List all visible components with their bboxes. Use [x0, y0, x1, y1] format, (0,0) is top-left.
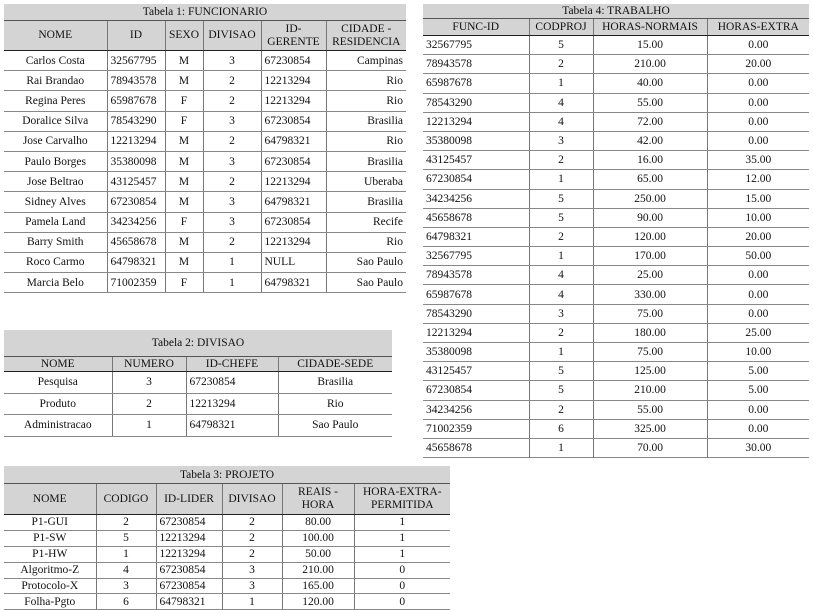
divisao-table [4, 330, 392, 437]
table-cell: 12213294 [156, 546, 222, 562]
table-cell: 3 [203, 212, 261, 232]
table-cell: 43125457 [423, 362, 529, 381]
table-cell: 2 [203, 71, 261, 91]
table-row [423, 438, 809, 457]
table-cell: 32567795 [423, 247, 529, 266]
table-cell: 72.00 [593, 112, 707, 131]
table-cell: 0.00 [707, 93, 809, 112]
table-cell: 15.00 [707, 189, 809, 208]
table-cell: 35380098 [423, 131, 529, 150]
table-cell: 67230854 [423, 170, 529, 189]
table-row [423, 343, 809, 362]
table-cell: 0.00 [707, 36, 809, 55]
trabalho-table [423, 4, 809, 458]
table-cell: 2 [529, 55, 593, 74]
table-cell: 42.00 [593, 131, 707, 150]
column-header: HORAS-NORMAIS [593, 19, 707, 36]
table-row [4, 515, 450, 531]
table-row [4, 131, 406, 151]
table-cell: 1 [203, 273, 261, 293]
column-header: REAIS - HORA [282, 484, 354, 515]
table-cell: 0 [354, 562, 450, 578]
table-cell: 3 [222, 562, 282, 578]
table-cell: 2 [96, 515, 156, 531]
table-cell: 4 [96, 562, 156, 578]
table-cell: 0.00 [707, 74, 809, 93]
table-cell: 43125457 [423, 151, 529, 170]
table-row [423, 266, 809, 285]
table-cell: 25.00 [593, 266, 707, 285]
table-cell: NULL [261, 252, 326, 272]
table-cell: Rio [278, 393, 392, 415]
table-cell: 1 [354, 530, 450, 546]
table-row [4, 530, 450, 546]
table-row [4, 51, 406, 71]
table-cell: 12213294 [423, 112, 529, 131]
table-cell: Jose Beltrao [4, 172, 107, 192]
table-cell: Rio [326, 71, 406, 91]
table-cell: 12213294 [261, 172, 326, 192]
table-row [423, 381, 809, 400]
table-cell: Rio [326, 131, 406, 151]
table-cell: F [165, 212, 203, 232]
table-cell: Barry Smith [4, 232, 107, 252]
table-cell: 45658678 [423, 208, 529, 227]
table-cell: 34234256 [423, 189, 529, 208]
table-cell: Sao Paulo [326, 252, 406, 272]
table-cell: 12213294 [423, 323, 529, 342]
table-cell: M [165, 51, 203, 71]
table-cell: 20.00 [707, 227, 809, 246]
table-cell: 1 [354, 515, 450, 531]
table-cell: Protocolo-X [4, 578, 96, 594]
table-cell: 20.00 [707, 55, 809, 74]
table-cell: M [165, 151, 203, 171]
table-row [423, 151, 809, 170]
table-row [4, 252, 406, 272]
table-cell: M [165, 131, 203, 151]
table-row [4, 415, 392, 437]
projeto-table [4, 466, 450, 610]
table-cell: 0 [354, 594, 450, 610]
table-cell: Brasilia [326, 111, 406, 131]
table-cell: 2 [203, 91, 261, 111]
table-cell: Sao Paulo [278, 415, 392, 437]
table-cell: Rio [326, 232, 406, 252]
table-cell: 4 [529, 266, 593, 285]
table-cell: 32567795 [423, 36, 529, 55]
table-cell: 12213294 [107, 131, 165, 151]
table-cell: Brasilia [278, 372, 392, 394]
table-cell: 3 [203, 192, 261, 212]
table-cell: 125.00 [593, 362, 707, 381]
table-row [423, 247, 809, 266]
table-cell: 64798321 [261, 273, 326, 293]
table-cell: 2 [222, 546, 282, 562]
funcionario-caption: Tabela 1: FUNCIONARIO [4, 4, 406, 21]
table-cell: 120.00 [282, 594, 354, 610]
column-header: ID-GERENTE [261, 21, 326, 51]
table-cell: 5 [529, 381, 593, 400]
funcionario-table [4, 4, 406, 293]
table-cell: 43125457 [107, 172, 165, 192]
table-cell: 6 [96, 594, 156, 610]
table-cell: 64798321 [261, 131, 326, 151]
table-cell: 250.00 [593, 189, 707, 208]
table-cell: 0.00 [707, 419, 809, 438]
table-cell: 10.00 [707, 343, 809, 362]
table-cell: 67230854 [186, 372, 278, 394]
table-cell: 64798321 [423, 227, 529, 246]
table-cell: 12213294 [261, 232, 326, 252]
table-cell: 78543290 [423, 93, 529, 112]
table-cell: 0.00 [707, 112, 809, 131]
table-cell: 2 [203, 232, 261, 252]
table-cell: 67230854 [261, 212, 326, 232]
table-cell: P1-HW [4, 546, 96, 562]
trabalho-caption: Tabela 4: TRABALHO [423, 4, 809, 19]
table-cell: 330.00 [593, 285, 707, 304]
table-cell: Paulo Borges [4, 151, 107, 171]
table-cell: 67230854 [261, 151, 326, 171]
table-cell: 67230854 [423, 381, 529, 400]
table-cell: F [165, 111, 203, 131]
table-cell: Regina Peres [4, 91, 107, 111]
table-row [423, 74, 809, 93]
table-cell: 71002359 [107, 273, 165, 293]
table-cell: 12213294 [156, 530, 222, 546]
table-cell: 3 [203, 151, 261, 171]
table-cell: 3 [529, 131, 593, 150]
table-cell: 90.00 [593, 208, 707, 227]
table-row [4, 111, 406, 131]
table-cell: 80.00 [282, 515, 354, 531]
column-header: CODPROJ [529, 19, 593, 36]
table-cell: 1 [354, 546, 450, 562]
table-row [423, 131, 809, 150]
column-header: CIDADE-SEDE [278, 357, 392, 372]
table-cell: 3 [529, 304, 593, 323]
table-cell: Roco Carmo [4, 252, 107, 272]
table-cell: 70.00 [593, 438, 707, 457]
column-header: ID-CHEFE [186, 357, 278, 372]
table-row [4, 91, 406, 111]
table-row [423, 419, 809, 438]
table-cell: Rio [326, 91, 406, 111]
table-cell: 2 [203, 172, 261, 192]
table-cell: 2 [112, 393, 186, 415]
table-cell: Uberaba [326, 172, 406, 192]
table-cell: 75.00 [593, 304, 707, 323]
table-header-row [4, 21, 406, 51]
table-cell: Marcia Belo [4, 273, 107, 293]
table-row [4, 393, 392, 415]
table-cell: 0 [354, 578, 450, 594]
table-cell: 5 [529, 208, 593, 227]
table-cell: 1 [222, 594, 282, 610]
table-cell: Sidney Alves [4, 192, 107, 212]
table-cell: 10.00 [707, 208, 809, 227]
table-row [423, 323, 809, 342]
table-cell: 5 [529, 362, 593, 381]
divisao-caption: Tabela 2: DIVISAO [4, 330, 392, 357]
table-cell: 75.00 [593, 343, 707, 362]
table-cell: 67230854 [156, 578, 222, 594]
table-cell: P1-GUI [4, 515, 96, 531]
table-cell: 3 [96, 578, 156, 594]
table-cell: P1-SW [4, 530, 96, 546]
table-cell: Administracao [4, 415, 112, 437]
column-header: CIDADE - RESIDENCIA [326, 21, 406, 51]
table-cell: 55.00 [593, 93, 707, 112]
table-cell: 5.00 [707, 362, 809, 381]
table-row [4, 562, 450, 578]
table-row [423, 227, 809, 246]
table-cell: 45658678 [423, 438, 529, 457]
column-header: NOME [4, 21, 107, 51]
table-row [423, 189, 809, 208]
column-header: CODIGO [96, 484, 156, 515]
table-cell: 3 [222, 578, 282, 594]
table-cell: 64798321 [186, 415, 278, 437]
table-row [4, 192, 406, 212]
table-cell: 2 [203, 131, 261, 151]
table-cell: 180.00 [593, 323, 707, 342]
table-cell: Produto [4, 393, 112, 415]
column-header: HORA-EXTRA-PERMITIDA [354, 484, 450, 515]
table-cell: 65.00 [593, 170, 707, 189]
table-cell: 1 [529, 247, 593, 266]
table-cell: 78943578 [107, 71, 165, 91]
column-header: NOME [4, 484, 96, 515]
column-header: DIVISAO [203, 21, 261, 51]
table-cell: 210.00 [593, 381, 707, 400]
table-row [4, 578, 450, 594]
table-cell: 55.00 [593, 400, 707, 419]
table-cell: 1 [529, 170, 593, 189]
table-cell: 5 [529, 189, 593, 208]
table-row [4, 372, 392, 394]
table-row [423, 112, 809, 131]
table-cell: 2 [529, 400, 593, 419]
table-cell: Campinas [326, 51, 406, 71]
table-cell: 1 [203, 252, 261, 272]
table-cell: 67230854 [261, 51, 326, 71]
table-cell: 210.00 [282, 562, 354, 578]
table-cell: 15.00 [593, 36, 707, 55]
table-cell: 34234256 [107, 212, 165, 232]
table-row [423, 400, 809, 419]
table-cell: M [165, 192, 203, 212]
table-cell: 1 [96, 546, 156, 562]
column-header: ID-LIDER [156, 484, 222, 515]
table-cell: F [165, 273, 203, 293]
table-cell: Carlos Costa [4, 51, 107, 71]
table-row [4, 594, 450, 610]
table-cell: 67230854 [107, 192, 165, 212]
table-cell: 120.00 [593, 227, 707, 246]
table-cell: M [165, 172, 203, 192]
table-cell: 65987678 [107, 91, 165, 111]
table-cell: F [165, 91, 203, 111]
table-cell: 71002359 [423, 419, 529, 438]
table-cell: 325.00 [593, 419, 707, 438]
table-row [4, 172, 406, 192]
table-cell: 67230854 [156, 562, 222, 578]
column-header: SEXO [165, 21, 203, 51]
table-row [4, 212, 406, 232]
table-row [423, 208, 809, 227]
table-cell: 210.00 [593, 55, 707, 74]
table-cell: 45658678 [107, 232, 165, 252]
table-row [423, 304, 809, 323]
table-cell: Pamela Land [4, 212, 107, 232]
table-cell: 2 [529, 227, 593, 246]
table-cell: 34234256 [423, 400, 529, 419]
table-cell: Brasilia [326, 151, 406, 171]
table-cell: 4 [529, 93, 593, 112]
column-header: NOME [4, 357, 112, 372]
table-cell: 3 [203, 111, 261, 131]
table-cell: 1 [529, 438, 593, 457]
table-cell: 0.00 [707, 304, 809, 323]
table-cell: 64798321 [107, 252, 165, 272]
table-cell: 1 [529, 74, 593, 93]
table-cell: 78943578 [423, 266, 529, 285]
table-cell: 3 [203, 51, 261, 71]
table-cell: 64798321 [156, 594, 222, 610]
table-cell: Jose Carvalho [4, 131, 107, 151]
table-cell: 35380098 [107, 151, 165, 171]
column-header: DIVISAO [222, 484, 282, 515]
table-cell: 65987678 [423, 285, 529, 304]
table-cell: Brasilia [326, 192, 406, 212]
table-cell: 1 [529, 343, 593, 362]
table-cell: 25.00 [707, 323, 809, 342]
table-cell: Folha-Pgto [4, 594, 96, 610]
table-cell: 3 [112, 372, 186, 394]
table-cell: 5.00 [707, 381, 809, 400]
table-cell: Doralice Silva [4, 111, 107, 131]
table-cell: 2 [222, 515, 282, 531]
table-cell: 6 [529, 419, 593, 438]
table-row [4, 546, 450, 562]
table-cell: 170.00 [593, 247, 707, 266]
table-row [4, 71, 406, 91]
table-cell: 5 [96, 530, 156, 546]
table-cell: 100.00 [282, 530, 354, 546]
table-cell: Rai Brandao [4, 71, 107, 91]
column-header: ID [107, 21, 165, 51]
table-row [423, 55, 809, 74]
table-header-row [423, 19, 809, 36]
column-header: NUMERO [112, 357, 186, 372]
table-cell: 2 [222, 530, 282, 546]
table-row [423, 170, 809, 189]
table-cell: Recife [326, 212, 406, 232]
table-cell: M [165, 232, 203, 252]
table-cell: 78543290 [423, 304, 529, 323]
table-cell: 0.00 [707, 266, 809, 285]
table-cell: 67230854 [261, 111, 326, 131]
table-cell: 165.00 [282, 578, 354, 594]
table-cell: 50.00 [707, 247, 809, 266]
table-row [423, 362, 809, 381]
table-cell: M [165, 252, 203, 272]
table-cell: Pesquisa [4, 372, 112, 394]
table-row [4, 232, 406, 252]
table-row [423, 285, 809, 304]
table-cell: 50.00 [282, 546, 354, 562]
table-cell: 4 [529, 112, 593, 131]
table-cell: 2 [529, 323, 593, 342]
table-cell: 0.00 [707, 400, 809, 419]
table-row [423, 93, 809, 112]
table-cell: Algoritmo-Z [4, 562, 96, 578]
table-cell: 16.00 [593, 151, 707, 170]
table-cell: 12.00 [707, 170, 809, 189]
table-cell: 30.00 [707, 438, 809, 457]
column-header: FUNC-ID [423, 19, 529, 36]
table-cell: 67230854 [156, 515, 222, 531]
table-cell: 2 [529, 151, 593, 170]
table-cell: 35380098 [423, 343, 529, 362]
table-row [4, 151, 406, 171]
table-cell: 4 [529, 285, 593, 304]
table-cell: M [165, 71, 203, 91]
table-cell: 12213294 [261, 91, 326, 111]
table-cell: 35.00 [707, 151, 809, 170]
table-row [4, 273, 406, 293]
table-header-row [4, 357, 392, 372]
table-cell: 0.00 [707, 285, 809, 304]
table-cell: 78943578 [423, 55, 529, 74]
table-cell: 65987678 [423, 74, 529, 93]
table-row [423, 36, 809, 55]
table-cell: 0.00 [707, 131, 809, 150]
column-header: HORAS-EXTRA [707, 19, 809, 36]
projeto-caption: Tabela 3: PROJETO [4, 466, 450, 484]
table-cell: 5 [529, 36, 593, 55]
table-cell: 1 [112, 415, 186, 437]
table-cell: 64798321 [261, 192, 326, 212]
table-cell: 12213294 [261, 71, 326, 91]
table-cell: 32567795 [107, 51, 165, 71]
table-cell: 78543290 [107, 111, 165, 131]
table-header-row [4, 484, 450, 515]
table-cell: 12213294 [186, 393, 278, 415]
table-cell: Sao Paulo [326, 273, 406, 293]
table-cell: 40.00 [593, 74, 707, 93]
